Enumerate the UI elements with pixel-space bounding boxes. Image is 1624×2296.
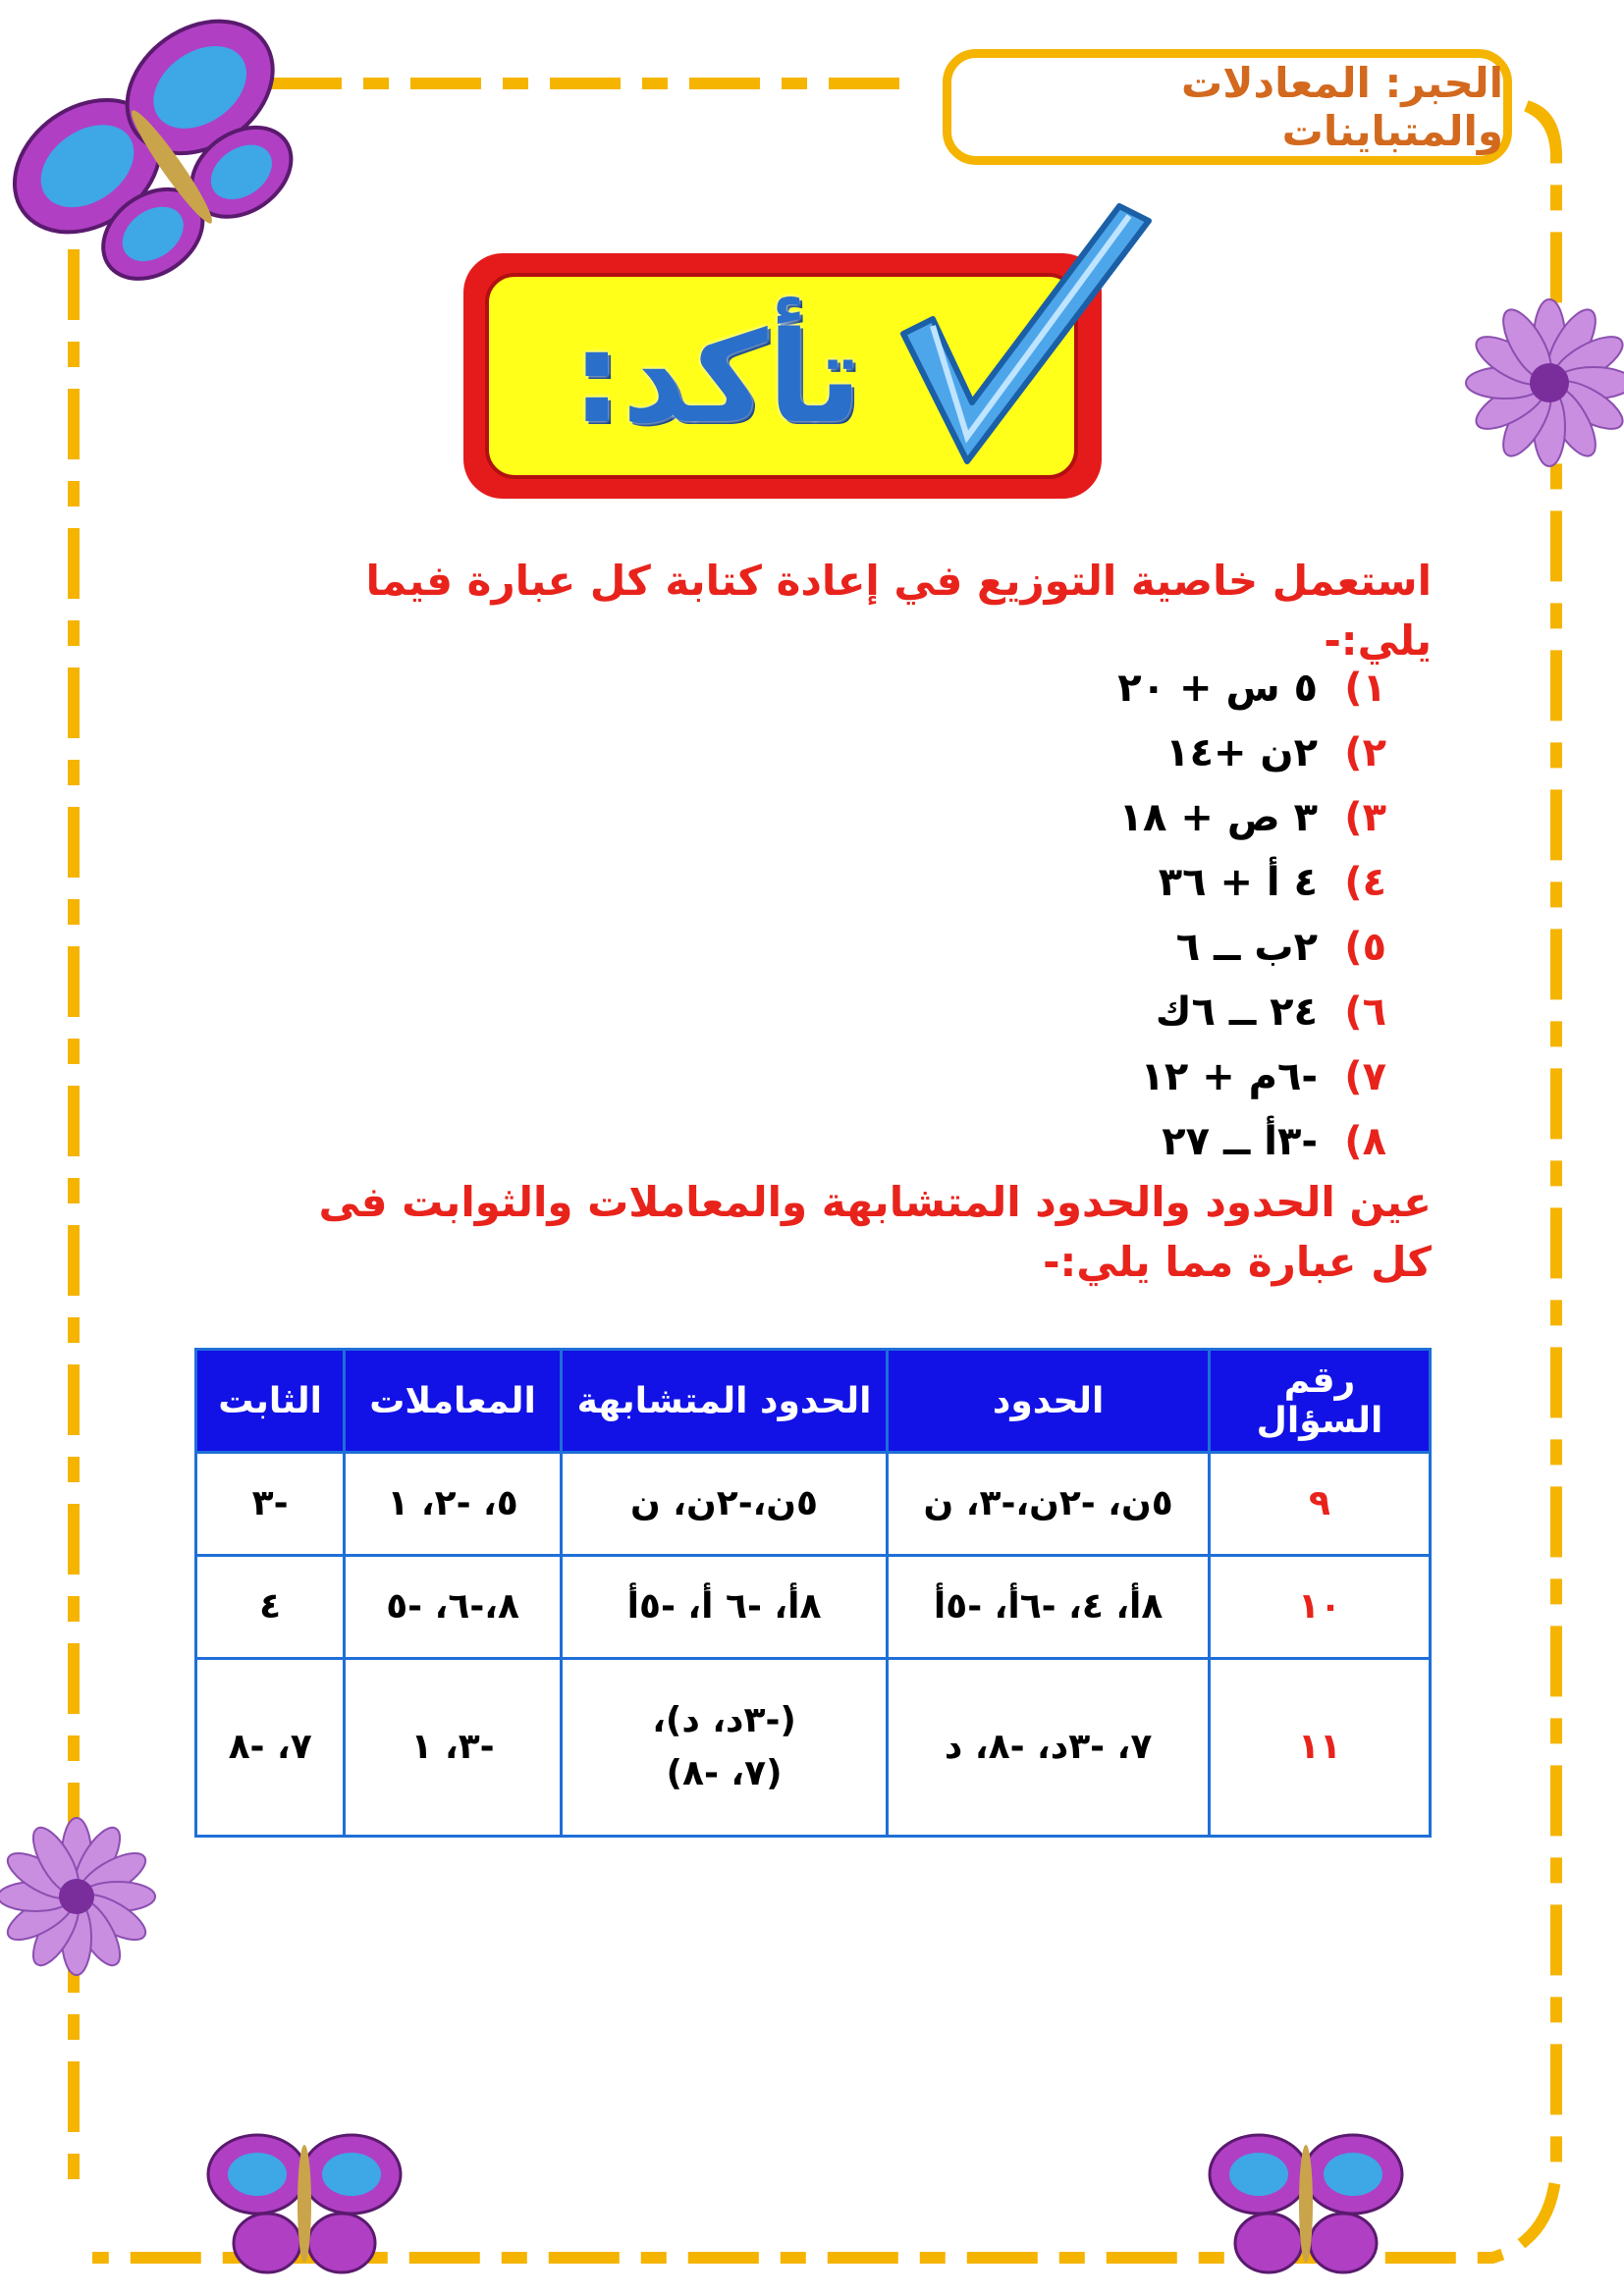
list-item xyxy=(837,915,1386,980)
like-terms-line: (٧، -٨) xyxy=(666,1753,783,1793)
list-item xyxy=(837,656,1386,721)
list-item xyxy=(837,1044,1386,1109)
list-item xyxy=(837,850,1386,915)
table-header-row xyxy=(196,1350,1431,1453)
cell-constant: ٧، -٨ xyxy=(196,1659,345,1837)
page-title: الحبر: المعادلات والمتباينات xyxy=(943,49,1512,165)
item-expression: -٦م + ١٢ xyxy=(1140,1054,1318,1099)
banner-label: تأكد: xyxy=(571,304,862,452)
like-terms-line: (-٣د، د)، xyxy=(652,1700,796,1740)
item-expression: ٢ب ــ ٦ xyxy=(1175,925,1318,970)
item-number: ٧) xyxy=(1344,1054,1386,1099)
item-number: ٢) xyxy=(1344,730,1386,775)
cell-like-terms: ٨أ، -٦ أ، -٥أ xyxy=(561,1556,887,1659)
cell-coefficients: ٥، -٢، ١ xyxy=(345,1453,562,1556)
column-header: الحدود المتشابهة xyxy=(561,1350,887,1453)
cell-constant: ٤ xyxy=(196,1556,345,1659)
table-row xyxy=(196,1659,1431,1837)
exercise-list xyxy=(837,656,1386,1174)
item-number: ٨) xyxy=(1344,1119,1386,1164)
butterfly-icon xyxy=(0,0,341,320)
column-header: الحدود xyxy=(888,1350,1210,1453)
cell-like-terms xyxy=(561,1659,887,1837)
item-expression: ٤ أ + ٣٦ xyxy=(1158,860,1318,905)
item-expression: ٥ س + ٢٠ xyxy=(1117,666,1318,711)
butterfly-icon xyxy=(208,2135,401,2272)
list-item xyxy=(837,980,1386,1044)
cell-terms: ٧، -٣د، -٨، د xyxy=(888,1659,1210,1837)
cell-terms: ٨أ، ٤، -٦أ، -٥أ xyxy=(888,1556,1210,1659)
item-number: ١) xyxy=(1344,666,1386,711)
cell-question-number: ١١ xyxy=(1210,1659,1431,1837)
item-number: ٦) xyxy=(1344,989,1386,1035)
cell-question-number: ١٠ xyxy=(1210,1556,1431,1659)
flower-icon xyxy=(0,1818,155,1975)
cell-terms: ٥ن، -٢ن،-٣، ن xyxy=(888,1453,1210,1556)
item-expression: ٣ ص + ١٨ xyxy=(1118,795,1318,840)
flower-icon xyxy=(1466,299,1624,466)
item-number: ٤) xyxy=(1344,860,1386,905)
item-expression: -٣أ ــ ٢٧ xyxy=(1162,1119,1318,1164)
table-row xyxy=(196,1556,1431,1659)
item-number: ٥) xyxy=(1344,925,1386,970)
column-header: الثابت xyxy=(196,1350,345,1453)
list-item xyxy=(837,785,1386,850)
instruction-distributive: استعمل خاصية التوزيع في إعادة كتابة كل عبارة فيما يلي:- xyxy=(365,557,1432,665)
instruction-identify-terms: عين الحدود والحدود المتشابهة والمعاملات والثوابت فى كل عبارة مما يلي:- xyxy=(318,1178,1432,1286)
butterfly-icon xyxy=(1210,2135,1402,2272)
cell-coefficients: ٨،-٦، -٥ xyxy=(345,1556,562,1659)
column-header: المعاملات xyxy=(345,1350,562,1453)
table-row xyxy=(196,1453,1431,1556)
list-item xyxy=(837,1109,1386,1174)
item-expression: ٢٤ ــ ٦ك xyxy=(1155,989,1318,1035)
terms-table xyxy=(194,1348,1432,1838)
column-header: رقم السؤال xyxy=(1210,1350,1431,1453)
cell-coefficients: -٣، ١ xyxy=(345,1659,562,1837)
cell-question-number: ٩ xyxy=(1210,1453,1431,1556)
cell-constant: -٣ xyxy=(196,1453,345,1556)
list-item xyxy=(837,721,1386,785)
item-expression: ٢ن +١٤ xyxy=(1165,730,1318,775)
item-number: ٣) xyxy=(1344,795,1386,840)
cell-like-terms: ٥ن،-٢ن، ن xyxy=(561,1453,887,1556)
